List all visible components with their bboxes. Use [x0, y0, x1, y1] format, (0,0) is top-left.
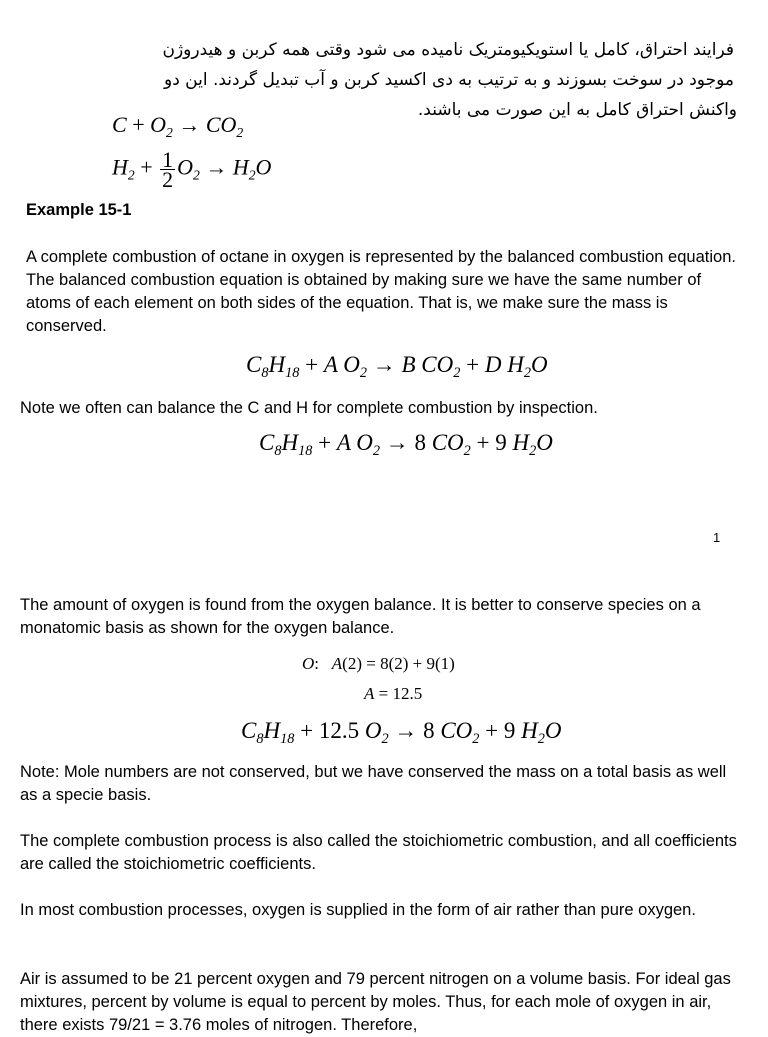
page-number: 1 — [713, 530, 721, 545]
fraction-one-half: $\frac{1}{2}$ — [162, 147, 174, 192]
equation-carbon-combustion: $C + O_2 \to CO_2$ — [112, 112, 244, 140]
note-mole-numbers: Note: Mole numbers are not conserved, but we have conserved the mass on a total basis as well as a specie basis. — [20, 763, 727, 804]
persian-line-2: موجود در سوخت بسوزند و به ترتیب به دی اکسید کربن و آب تبدیل گردند. این دو — [164, 70, 734, 90]
paragraph-balanced-equation: A complete combustion of octane in oxygen is represented by the balanced combustion equation. The balanced combustion equation is obtained by making sure we have the same number of atoms of each element on both sides of the equation. That is, we make sure the mass is conserved. — [26, 248, 736, 335]
oxygen-balance-result: A = 12.5 — [364, 684, 423, 703]
paragraph-air-supply: In most combustion processes, oxygen is supplied in the form of air rather than pure oxygen. — [20, 901, 696, 919]
equation-octane-inspection: $C_8H_{18} + A$ $O_2 \to 8$ $CO_2 + 9$ $H_2O$ — [259, 430, 553, 459]
note-inspection: Note we often can balance the C and H for complete combustion by inspection. — [20, 399, 598, 417]
persian-line-3: واکنش احتراق کامل به این صورت می باشند. — [417, 100, 737, 120]
equation-octane-balanced: $C_8H_{18} + 12.5$ $O_2 \to 8$ $CO_2 + 9$ $H_2O$ — [241, 718, 562, 747]
equation-octane-general: $C_8H_{18} + A$ $O_2 \to B$ $CO_2 + D$ $H_2O$ — [246, 352, 548, 381]
paragraph-oxygen-balance: The amount of oxygen is found from the oxygen balance. It is better to conserve species on a monatomic basis as shown for the oxygen balance. — [20, 596, 701, 637]
persian-line-1: فرایند احتراق، کامل یا استویکیومتریک نامیده می شود وقتی همه کربن و هیدروژن — [162, 40, 734, 60]
oxygen-balance-equation: O: A(2) = 8(2) + 9(1) — [302, 654, 455, 673]
paragraph-stoichiometric: The complete combustion process is also called the stoichiometric combustion, and all coefficients are called the stoichiometric coefficients. — [20, 832, 737, 873]
example-title: Example 15-1 — [26, 201, 132, 219]
equation-hydrogen-combustion: $H_2$ + $\frac{1}{2}$ $O_2 \to H_2O$ — [112, 147, 272, 192]
paragraph-air-composition: Air is assumed to be 21 percent oxygen and 79 percent nitrogen on a volume basis. For ideal gas mixtures, percent by volume is equal to percent by moles. Thus, for each mole of oxygen in air, there exists 79/21 = 3.76 moles of nitrogen. Therefore, — [20, 970, 731, 1034]
